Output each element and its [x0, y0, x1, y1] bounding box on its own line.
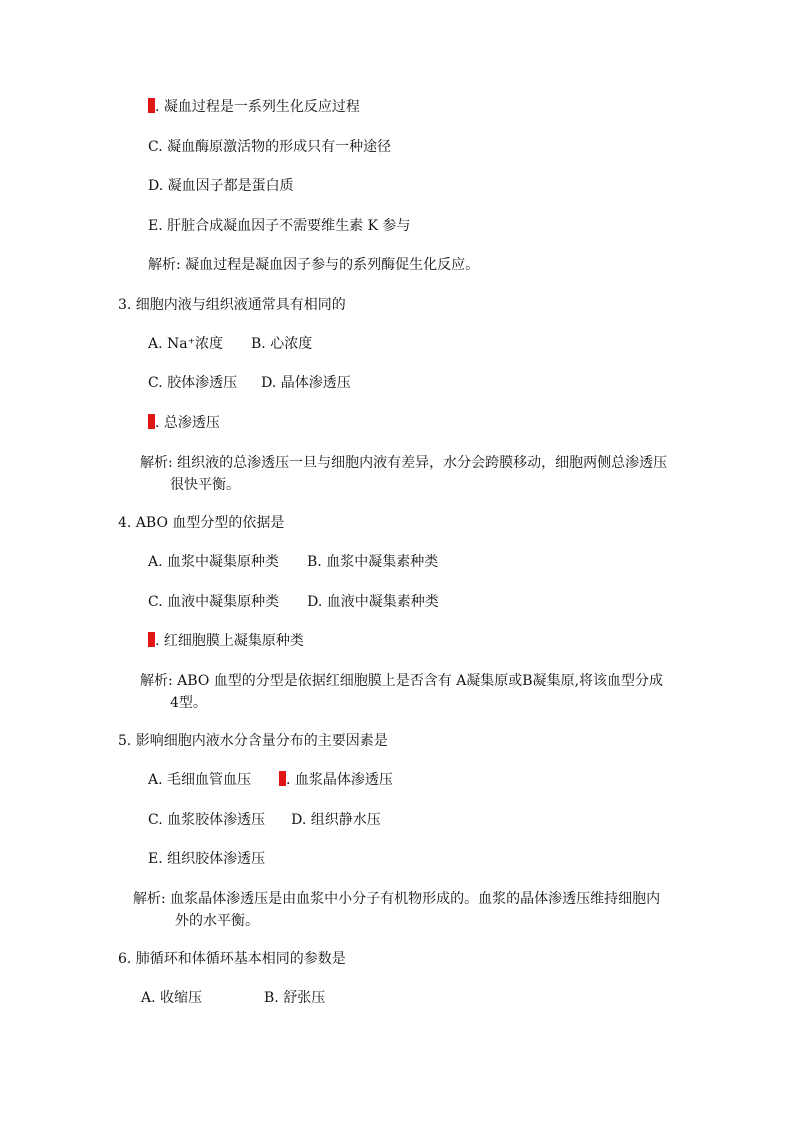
q5-stem: 5. 影响细胞内液水分含量分布的主要因素是 — [118, 733, 388, 749]
q4-analysis: 解析: ABO 血型的分型是依据红细胞膜上是否含有 A凝集原或B凝集原,将该血型分成 4型。 — [140, 673, 664, 711]
q2-option-d: D. 凝血因子都是蛋白质 — [148, 178, 294, 194]
q2-option-c: C. 凝血酶原激活物的形成只有一种途径 — [148, 139, 392, 155]
correct-answer-marker — [279, 771, 286, 786]
correct-answer-marker — [148, 632, 155, 647]
q3-options-ab — [148, 334, 312, 354]
q5-option-a: A. 毛细血管血压 — [148, 772, 252, 788]
q6-option-a: A. 收缩压 — [141, 990, 203, 1006]
q4-option-a: A. 血浆中凝集原种类 — [148, 554, 280, 570]
correct-answer-marker — [148, 98, 155, 113]
q2-option-b: . 凝血过程是一系列生化反应过程 — [148, 97, 360, 117]
q5-option-c: C. 血浆胶体渗透压 — [148, 812, 266, 828]
q4-option-e: . 红细胞膜上凝集原种类 — [148, 631, 304, 651]
q5-options-ab — [148, 770, 393, 790]
q2-analysis: 解析: 凝血过程是凝血因子参与的系列酶促生化反应。 — [148, 257, 480, 273]
q5-option-d: D. 组织静水压 — [291, 812, 381, 828]
q3-stem: 3. 细胞内液与组织液通常具有相同的 — [118, 297, 346, 313]
q3-option-e: . 总渗透压 — [148, 413, 220, 433]
q3-option-a: A. Na⁺浓度 — [148, 336, 223, 352]
q3-option-b: B. 心浓度 — [251, 336, 313, 352]
q5-options-cd — [148, 810, 381, 830]
q4-option-b: B. 血浆中凝集素种类 — [307, 554, 439, 570]
q3-options-cd — [148, 373, 351, 393]
q3-option-c: C. 胶体渗透压 — [148, 375, 238, 391]
q6-option-b: B. 舒张压 — [264, 990, 326, 1006]
q4-options-cd — [148, 592, 439, 612]
q6-stem: 6. 肺循环和体循环基本相同的参数是 — [118, 951, 346, 967]
q4-option-d: D. 血液中凝集素种类 — [307, 594, 439, 610]
q4-stem: 4. ABO 血型分型的依据是 — [118, 515, 285, 531]
correct-answer-marker — [148, 414, 155, 429]
q5-option-e: E. 组织胶体渗透压 — [148, 851, 266, 867]
q3-option-d: D. 晶体渗透压 — [261, 375, 351, 391]
q5-analysis: 解析: 血浆晶体渗透压是由血浆中小分子有机物形成的。血浆的晶体渗透压维持细胞内 外的水平衡。 — [133, 891, 661, 929]
q6-options-ab — [141, 988, 325, 1008]
q3-analysis: 解析: 组织液的总渗透压一旦与细胞内液有差异，水分会跨膜移动，细胞两侧总渗透压 很快平衡。 — [140, 455, 668, 493]
q2-option-e: E. 肝脏合成凝血因子不需要维生素 K 参与 — [148, 218, 411, 234]
q4-options-ab — [148, 552, 438, 572]
q4-option-c: C. 血液中凝集原种类 — [148, 594, 280, 610]
q5-option-b: . 血浆晶体渗透压 — [279, 772, 393, 788]
